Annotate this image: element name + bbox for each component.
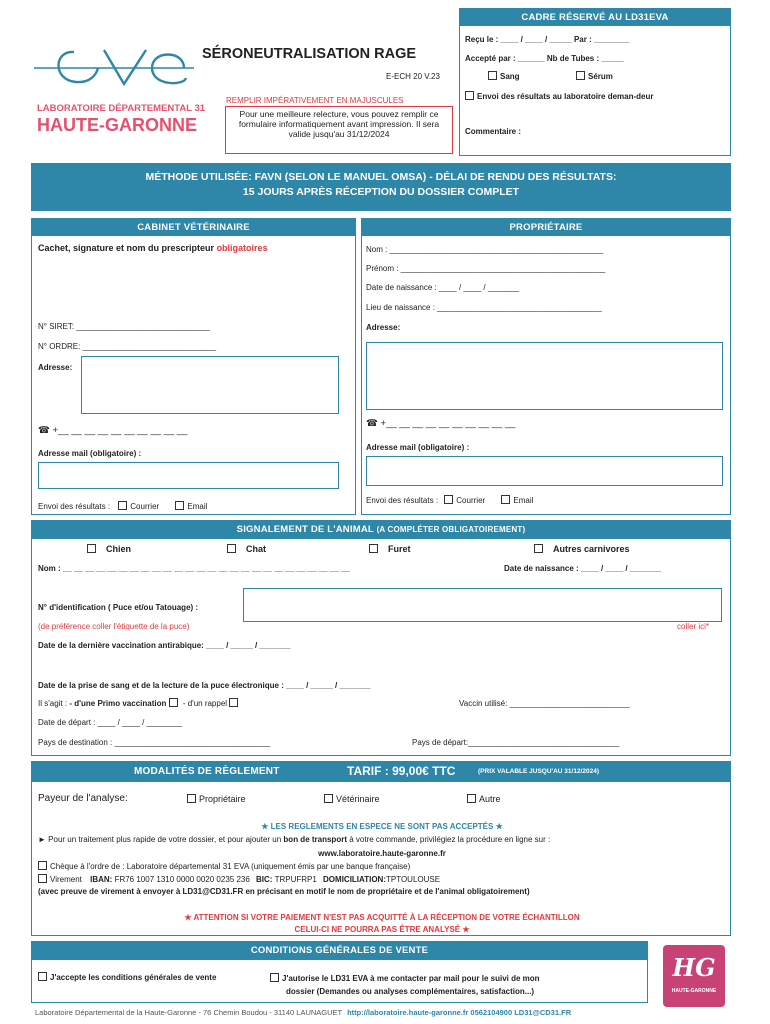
lab-name-line2: HAUTE-GARONNE xyxy=(37,115,197,135)
owner-phone-value: +__ __ __ __ __ __ __ __ __ __ xyxy=(380,418,516,429)
envoi-lab-checkbox[interactable] xyxy=(465,91,474,100)
payeur-label: Payeur de l'analyse: xyxy=(38,793,128,804)
cabinet-envoi xyxy=(38,501,207,511)
payeur-autre-checkbox[interactable] xyxy=(467,794,476,803)
bic-label: BIC: xyxy=(256,875,273,884)
especes-text: LES REGLEMENTS EN ESPECE NE SONT PAS ACCEPTÉS xyxy=(270,822,494,831)
iban-label: IBAN: xyxy=(90,875,113,884)
bon-transport: bon de transport xyxy=(283,835,347,844)
cheque-option[interactable] xyxy=(38,861,410,871)
owner-adresse-label: Adresse: xyxy=(366,323,401,332)
sang-checkbox[interactable] xyxy=(488,71,497,80)
species-autres[interactable] xyxy=(534,544,630,554)
destination-field[interactable]: Pays de destination : ___________________________________ xyxy=(38,738,271,747)
reserved-envoi[interactable] xyxy=(465,89,720,105)
method-line1: MÉTHODE UTILISÉE: FAVN (SELON LE MANUEL OMSA) - DÉLAI DE RENDU DES RÉSULTATS: xyxy=(145,171,617,183)
chat-label: Chat xyxy=(246,544,266,554)
siret-field[interactable]: N° SIRET: ______________________________ xyxy=(38,322,210,331)
notice-body: Pour une meilleure relecture, vous pouvez remplir ce formulaire informatiquement avant impression. Il sera valide jusqu'au 31/12/2024 xyxy=(238,109,440,139)
cgv-autorise-checkbox[interactable] xyxy=(270,973,279,982)
furet-label: Furet xyxy=(388,544,411,554)
reserved-title: CADRE RÉSERVÉ AU LD31EVA xyxy=(460,9,730,26)
cachet-obligatoires: obligatoires xyxy=(216,243,268,253)
traitement-text: Pour un traitement plus rapide de votre dossier, et pour ajouter un xyxy=(48,835,282,844)
form-title: SÉRONEUTRALISATION RAGE xyxy=(202,46,417,62)
prise-field[interactable]: Date de la prise de sang et de la lecture de la puce électronique : ____ / _____ / _______ xyxy=(38,681,371,690)
cabinet-title: CABINET VÉTÉRINAIRE xyxy=(32,219,355,236)
attention-line2: CELUI-CI NE POURRA PAS ÊTRE ANALYSÉ ★ xyxy=(294,925,470,934)
sang-label: Sang xyxy=(500,72,520,81)
reglement-title: MODALITÉS DE RÈGLEMENT xyxy=(134,766,280,777)
animal-naissance-field[interactable]: Date de naissance : ____ / ____ / _______ xyxy=(504,564,661,573)
traitement-line xyxy=(38,835,550,844)
serum-checkbox[interactable] xyxy=(576,71,585,80)
form-ref: E-ECH 20 V.23 xyxy=(386,72,440,81)
cabinet-mail-label: Adresse mail (obligatoire) : xyxy=(38,449,142,458)
reserved-recu: Reçu le : ____ / ____ / _____ Par : ________ xyxy=(465,35,630,44)
cabinet-envoi-label: Envoi des résultats : xyxy=(38,502,111,511)
cgv-accept-label: J'accepte les conditions générales de vente xyxy=(50,973,217,982)
owner-prenom-field[interactable]: Prénom : ______________________________________________ xyxy=(366,264,606,273)
species-chat[interactable] xyxy=(227,544,266,554)
owner-envoi xyxy=(366,495,533,505)
traitement-text2: à votre commande, privilégiez la procédure en ligne sur : xyxy=(349,835,551,844)
domic-label: DOMICILIATION: xyxy=(323,875,386,884)
hg-logo-sub: HAUTE-GARONNE xyxy=(671,988,717,994)
payeur-proprietaire-label: Propriétaire xyxy=(199,794,246,804)
proprietaire-title: PROPRIÉTAIRE xyxy=(362,219,730,236)
owner-nom-field[interactable]: Nom : ________________________________________________ xyxy=(366,245,604,254)
pays-depart-field[interactable]: Pays de départ:__________________________________ xyxy=(412,738,620,747)
ordre-field[interactable]: N° ORDRE: ______________________________ xyxy=(38,342,217,351)
cgv-accept[interactable] xyxy=(38,972,216,982)
cabinet-section xyxy=(31,218,356,515)
tarif: TARIF : 99,00€ TTC xyxy=(347,764,456,778)
vaccination-type xyxy=(38,698,241,708)
reserved-commentaire: Commentaire : xyxy=(465,127,522,136)
virement-checkbox[interactable] xyxy=(38,874,47,883)
owner-phone[interactable] xyxy=(366,418,515,429)
ident-sticker-box[interactable] xyxy=(243,588,722,622)
cabinet-mail-input[interactable] xyxy=(38,462,339,489)
sang-option[interactable] xyxy=(488,71,520,81)
payeur-veterinaire-checkbox[interactable] xyxy=(324,794,333,803)
method-line2: 15 JOURS APRÈS RÉCEPTION DU DOSSIER COMPLET xyxy=(242,186,520,198)
cabinet-courrier-label: Courrier xyxy=(130,502,160,511)
animal-title-sub: (A COMPLÉTER OBLIGATOIREMENT) xyxy=(376,525,526,534)
notice-title: REMPLIR IMPÉRATIVEMENT EN MAJUSCULES xyxy=(226,96,404,105)
cabinet-courrier-checkbox[interactable] xyxy=(118,501,127,510)
cheque-checkbox[interactable] xyxy=(38,861,47,870)
notice-box xyxy=(225,106,453,154)
hg-logo xyxy=(663,945,725,1007)
iban-value: FR76 1007 1310 0000 0020 0235 236 xyxy=(114,875,250,884)
virement-label: Virement xyxy=(50,875,82,884)
reglement-header xyxy=(32,762,730,782)
payeur-proprietaire[interactable] xyxy=(187,794,246,804)
vaccin-field[interactable]: Vaccin utilisé: ___________________________ xyxy=(459,699,630,708)
owner-mail-label: Adresse mail (obligatoire) : xyxy=(366,443,470,452)
autres-checkbox[interactable] xyxy=(534,544,543,553)
chat-checkbox[interactable] xyxy=(227,544,236,553)
serum-label: Sérum xyxy=(588,72,613,81)
proprietaire-section xyxy=(361,218,731,515)
reserved-accepte: Accepté par : ______ Nb de Tubes : _____ xyxy=(465,54,624,63)
lab-name-line1: LABORATOIRE DÉPARTEMENTAL 31 xyxy=(37,103,206,114)
arrow-right-icon: ► xyxy=(38,835,46,844)
chien-label: Chien xyxy=(106,544,132,554)
cabinet-email-checkbox[interactable] xyxy=(175,501,184,510)
animal-nom-field[interactable]: Nom : __ __ __ __ __ __ __ __ __ __ __ __ __ __ __ __ __ __ __ __ __ __ __ __ __ __ xyxy=(38,564,350,573)
autres-label: Autres carnivores xyxy=(553,544,630,554)
owner-email-checkbox[interactable] xyxy=(501,495,510,504)
cabinet-adresse-input[interactable] xyxy=(81,356,339,414)
cabinet-cachet xyxy=(38,243,268,253)
cgv-accept-checkbox[interactable] xyxy=(38,972,47,981)
furet-checkbox[interactable] xyxy=(369,544,378,553)
vaccination-field[interactable]: Date de la dernière vaccination antirabique: ____ / _____ / _______ xyxy=(38,641,291,650)
bic-value: TRPUFRP1 xyxy=(274,875,317,884)
cgv-autorise[interactable] xyxy=(270,972,540,998)
species-furet[interactable] xyxy=(369,544,411,554)
owner-courrier-checkbox[interactable] xyxy=(444,495,453,504)
animal-section xyxy=(31,520,731,756)
payeur-veterinaire-label: Vétérinaire xyxy=(336,794,380,804)
tarif-sub: (PRIX VALABLE JUSQU'AU 31/12/2024) xyxy=(478,768,599,775)
ident-label: N° d'identification ( Puce et/ou Tatouage) : xyxy=(38,603,199,612)
cabinet-adresse-label: Adresse: xyxy=(38,363,73,372)
species-chien[interactable] xyxy=(87,544,131,554)
agit-label: Il s'agit : xyxy=(38,699,68,708)
chien-checkbox[interactable] xyxy=(87,544,96,553)
phone-icon: ☎ xyxy=(366,418,378,429)
payeur-autre[interactable] xyxy=(467,794,501,804)
animal-title: SIGNALEMENT DE L'ANIMAL xyxy=(236,524,374,535)
owner-email-label: Email xyxy=(513,496,534,505)
payeur-veterinaire[interactable] xyxy=(324,794,380,804)
owner-naissance-field[interactable]: Date de naissance : ____ / ____ / _______ xyxy=(366,283,520,292)
domic-value: TPTOULOUSE xyxy=(385,875,441,884)
rappel-checkbox[interactable] xyxy=(229,698,238,707)
cabinet-phone-value: +__ __ __ __ __ __ __ __ __ __ xyxy=(52,425,188,436)
cabinet-email-label: Email xyxy=(187,502,208,511)
rappel-label: - d'un rappel xyxy=(182,699,228,708)
preuve-text: (avec preuve de virement à envoyer à LD31@CD31.FR en précisant en motif le nom de propriétaire et de l'animal obligatoirement) xyxy=(38,887,530,896)
attention-line1: ★ ATTENTION SI VOTRE PAIEMENT N'EST PAS ACQUITTÉ À LA RÉCEPTION DE VOTRE ÉCHANTILLON xyxy=(184,913,580,922)
owner-courrier-label: Courrier xyxy=(456,496,486,505)
depart-field[interactable]: Date de départ : ____ / ____ / ________ xyxy=(38,718,183,727)
envoi-lab-label: Envoi des résultats au laboratoire deman-deur xyxy=(477,92,654,101)
lab-logo xyxy=(34,38,194,96)
owner-lieu-field[interactable]: Lieu de naissance : _____________________________________ xyxy=(366,303,602,312)
virement-option[interactable] xyxy=(38,874,440,884)
serum-option[interactable] xyxy=(576,71,613,81)
ident-hint: (de préférence coller l'étiquette de la puce) xyxy=(38,622,190,631)
cgv-autorise-line2: dossier (Demandes ou analyses complémentaires, satisfaction...) xyxy=(286,987,535,996)
footer xyxy=(35,1008,571,1017)
cachet-label: Cachet, signature et nom du prescripteur xyxy=(38,243,215,253)
cgv-autorise-line1: J'autorise le LD31 EVA à me contacter par mail pour le suivi de mon xyxy=(282,974,540,983)
attention-text2: CELUI-CI NE POURRA PAS ÊTRE ANALYSÉ xyxy=(294,925,461,934)
phone-icon: ☎ xyxy=(38,425,50,436)
footer-contacts[interactable]: http://laboratoire.haute-garonne.fr 0562104900 LD31@CD31.FR xyxy=(347,1008,572,1017)
cabinet-phone[interactable] xyxy=(38,425,187,436)
cgv-section xyxy=(31,941,648,1003)
reserved-box xyxy=(459,8,731,156)
payeur-autre-label: Autre xyxy=(479,794,501,804)
payeur-proprietaire-checkbox[interactable] xyxy=(187,794,196,803)
primo-checkbox[interactable] xyxy=(169,698,178,707)
cheque-label: Chèque à l'ordre de : Laboratoire départemental 31 EVA (uniquement émis par une banque française) xyxy=(50,862,411,871)
owner-mail-input[interactable] xyxy=(366,456,723,486)
owner-envoi-label: Envoi des résultats : xyxy=(366,496,439,505)
hg-logo-letters: HG xyxy=(672,953,716,982)
primo-label: - d'une Primo vaccination xyxy=(69,699,167,708)
especes-warning: ★ LES REGLEMENTS EN ESPECE NE SONT PAS ACCEPTÉS ★ xyxy=(261,822,503,831)
reglement-section xyxy=(31,761,731,936)
animal-header xyxy=(32,521,730,539)
eva-logo-graphic xyxy=(34,38,194,96)
method-banner xyxy=(31,163,731,211)
cgv-title: CONDITIONS GÉNÉRALES DE VENTE xyxy=(32,942,647,960)
site-link[interactable]: www.laboratoire.haute-garonne.fr xyxy=(318,849,446,858)
attention-text1: ATTENTION SI VOTRE PAIEMENT N'EST PAS ACQUITTÉ À LA RÉCEPTION DE VOTRE ÉCHANTILLON xyxy=(193,913,580,922)
footer-address: Laboratoire Départemental de la Haute-Garonne - 76 Chemin Boudou - 31140 LAUNAGUET xyxy=(35,1008,342,1017)
coller-ici: coller ici* xyxy=(677,622,710,631)
owner-adresse-input[interactable] xyxy=(366,342,723,410)
